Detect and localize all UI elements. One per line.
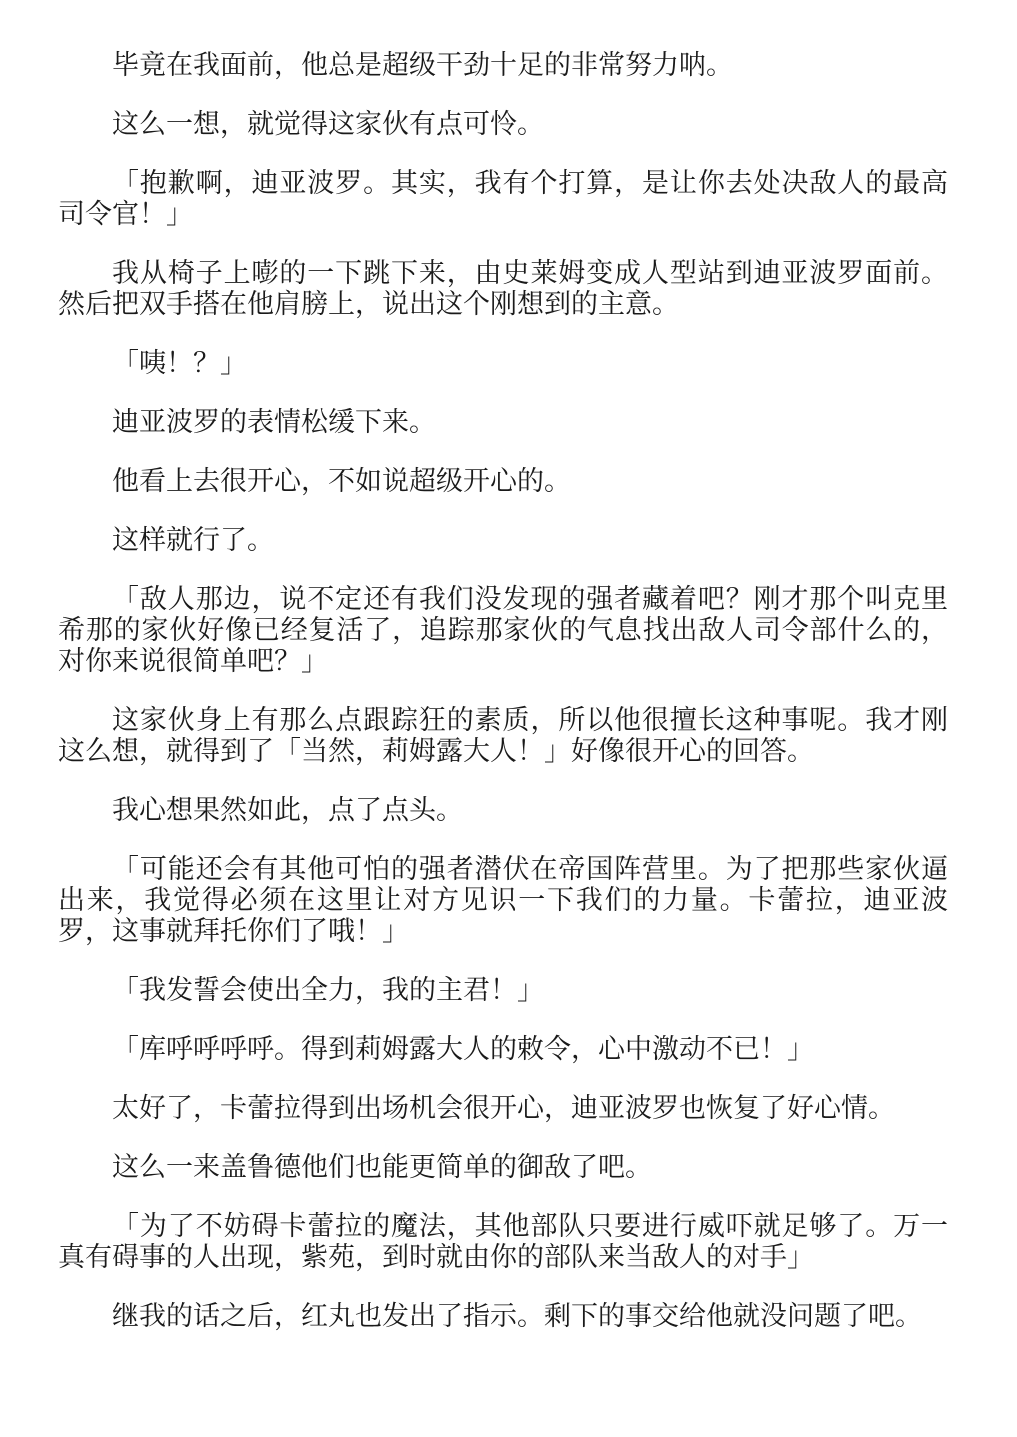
paragraph: 这家伙身上有那么点跟踪狂的素质，所以他很擅长这种事呢。我才刚这么想，就得到了「当然，莉姆露大人！」好像很开心的回答。 [58,705,948,766]
paragraph: 他看上去很开心，不如说超级开心的。 [112,466,571,496]
paragraph: 「我发誓会使出全力，我的主君！」 [112,975,544,1005]
paragraph: 「敌人那边，说不定还有我们没发现的强者藏着吧？刚才那个叫克里希那的家伙好像已经复活了，追踪那家伙的气息找出敌人司令部什么的，对你来说很简单吧？」 [58,584,948,676]
paragraph: 我心想果然如此，点了点头。 [112,795,463,825]
paragraph: 这么一来盖鲁德他们也能更简单的御敌了吧。 [112,1152,652,1182]
paragraph: 迪亚波罗的表情松缓下来。 [112,407,436,437]
paragraph: 「可能还会有其他可怕的强者潜伏在帝国阵营里。为了把那些家伙逼出来，我觉得必须在这里让对方见识一下我们的力量。卡蕾拉，迪亚波罗，这事就拜托你们了哦！」 [58,854,948,946]
paragraph: 「咦！？」 [112,348,247,378]
paragraph: 我从椅子上嘭的一下跳下来，由史莱姆变成人型站到迪亚波罗面前。然后把双手搭在他肩膀上，说出这个刚想到的主意。 [58,258,948,319]
paragraph: 「库呼呼呼呼。得到莉姆露大人的敕令，心中激动不已！」 [112,1034,814,1064]
paragraph: 毕竟在我面前，他总是超级干劲十足的非常努力呐。 [112,50,733,80]
paragraph: 「为了不妨碍卡蕾拉的魔法，其他部队只要进行威吓就足够了。万一真有碍事的人出现，紫苑，到时就由你的部队来当敌人的对手」 [58,1211,948,1272]
paragraph: 太好了，卡蕾拉得到出场机会很开心，迪亚波罗也恢复了好心情。 [112,1093,895,1123]
paragraph: 继我的话之后，红丸也发出了指示。剩下的事交给他就没问题了吧。 [112,1301,922,1331]
paragraph: 这么一想，就觉得这家伙有点可怜。 [112,109,544,139]
paragraph: 「抱歉啊，迪亚波罗。其实，我有个打算，是让你去处决敌人的最高司令官！」 [58,168,948,229]
paragraph-container [58,50,948,1332]
paragraph: 这样就行了。 [112,525,274,555]
